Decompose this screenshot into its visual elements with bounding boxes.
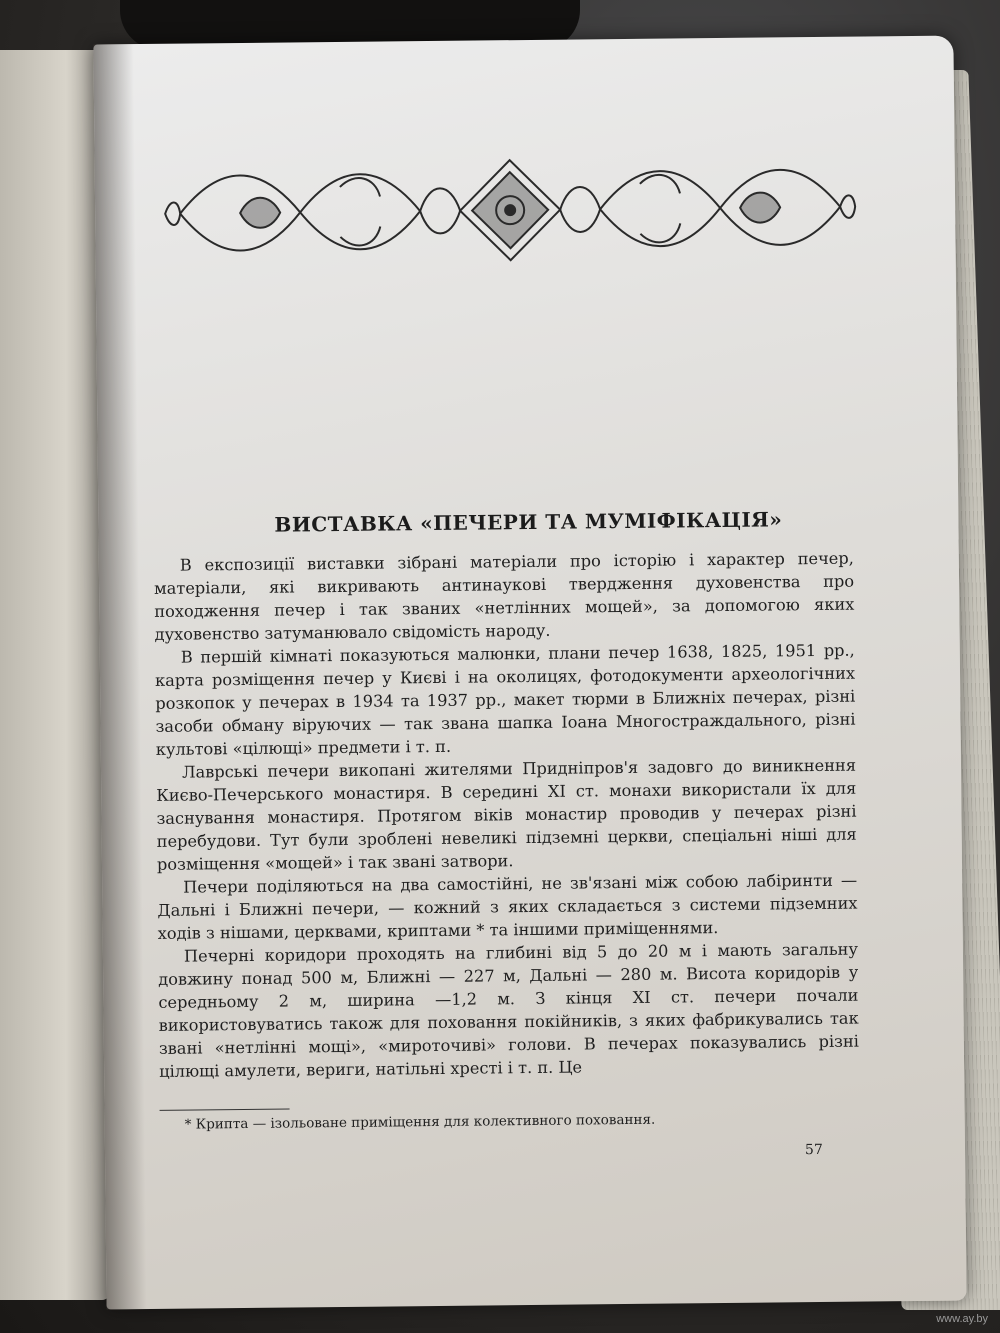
paragraph: В експозиції виставки зібрані матеріали про історію і характер печер, матеріали, які викривають антинаукові твердження духовенства про походження печер і так званих «нетлінних мощей», за допомогою яких духовенство затуманювало свідомість народу. <box>153 548 855 644</box>
body-text <box>154 547 860 1083</box>
paragraph: Лаврські печери викопані жителями Придніпров'я задовго до виникнення Києво-Печерського монастиря. В середині XI ст. монахи використали їх для заснування монастиря. Протягом віків монастир проводив у печерах різні перебудови. Тут були зроблені невеликі підземні церкви, спеціальні ніші для розміщення «мощей» і так звані затвори. <box>156 755 857 874</box>
paragraph: Печери поділяються на два самостійні, не зв'язані між собою лабіринти — Дальні і Ближні печери, — кожний з яких складається з системи підземних ходів з нішами, церквами, криптами * та іншими приміщеннями. <box>157 870 858 943</box>
paragraph: Печерні коридори проходять на глибині від 5 до 20 м і мають загальну довжину понад 500 м, Ближні — 227 м, Дальні — 280 м. Висота коридорів у середньому 2 м, ширина —1,2 м. З кінця XI ст. печери почали використовуватись також для поховання покійників, з яких фабрикувались так звані «нетлінні мощі», «мироточиві» голови. В печерах показувались різні цілющі амулети, вериги, натільні хресті і т. п. Це <box>158 939 859 1081</box>
paragraph: В першій кімнаті показуються малюнки, плани печер 1638, 1825, 1951 рр., карта розміщення печер у Києві і на околицях, фотодокументи археологічних розкопок у печерах в 1934 та 1937 рр., макет тюрми в Ближніх печерах, різні засоби обману віруючих — так звана шапка Іоана Многостраждального, різні культові «цілющі» предмети і т. п. <box>154 640 856 759</box>
watermark: www.ay.by <box>936 1313 988 1325</box>
baroque-ornament-icon <box>159 137 860 284</box>
left-page-edge <box>0 50 110 1300</box>
book-page <box>93 36 966 1310</box>
footnote-divider <box>160 1109 290 1111</box>
page-title: ВИСТАВКА «ПЕЧЕРИ ТА МУМІФІКАЦІЯ» <box>274 507 783 537</box>
footnote: * Крипта — ізольоване приміщення для колективного поховання. <box>184 1111 656 1133</box>
page-number: 57 <box>804 1141 823 1159</box>
